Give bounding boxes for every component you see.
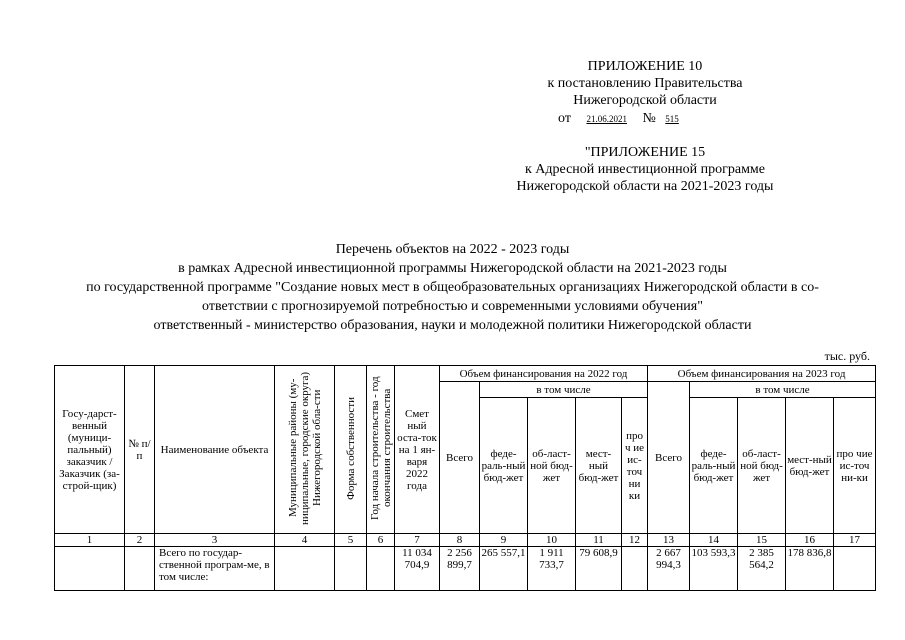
local-2022: 79 608,9 <box>576 547 622 591</box>
header-total-2022: Всего <box>440 382 480 534</box>
appendix-title: ПРИЛОЖЕНИЕ 10 <box>587 59 703 74</box>
col-number: 11 <box>576 534 622 547</box>
total-2023: 2 667 994,3 <box>648 547 690 591</box>
total-2022: 2 256 899,7 <box>440 547 480 591</box>
header-customer: Госу-дарст-венный (муници-пальный) заказчик / Заказчик (за-строй-щик) <box>55 366 125 534</box>
header-fin-2023: Объем финансирования на 2023 год <box>648 366 876 382</box>
column-number-row <box>55 534 876 547</box>
col-number: 3 <box>155 534 275 547</box>
col-number: 12 <box>622 534 648 547</box>
header-local-2023: мест-ный бюд-жет <box>786 398 834 534</box>
total-municipal <box>275 547 335 591</box>
col-number: 17 <box>834 534 876 547</box>
header-no: № п/п <box>125 366 155 534</box>
col-number: 2 <box>125 534 155 547</box>
col-number: 15 <box>738 534 786 547</box>
total-customer <box>55 547 125 591</box>
local-2023: 178 836,8 <box>786 547 834 591</box>
header-total-2023: Всего <box>648 382 690 534</box>
header-federal-2023: феде-раль-ный бюд-жет <box>690 398 738 534</box>
header-incl-2023: в том числе <box>690 382 876 398</box>
total-name: Всего по государ-ственной програм-ме, в том числе: <box>155 547 275 591</box>
header-regional-2023: об-ласт-ной бюд-жет <box>738 398 786 534</box>
from-label: от <box>558 111 571 126</box>
col-number: 9 <box>480 534 528 547</box>
col-number: 4 <box>275 534 335 547</box>
col-number: 7 <box>395 534 440 547</box>
header-ownership: Форма собственности <box>335 366 367 534</box>
col-number: 13 <box>648 534 690 547</box>
total-ownership <box>335 547 367 591</box>
col-number: 10 <box>528 534 576 547</box>
header-balance: Смет ный оста-ток на 1 ян-варя 2022 года <box>395 366 440 534</box>
header-years: Год начала строительства - год окончания строительства <box>367 366 395 534</box>
annex-line3: Нижегородской области на 2021-2023 годы <box>516 179 774 194</box>
header-federal-2022: феде-раль-ный бюд-жет <box>480 398 528 534</box>
appendix-line3: Нижегородской области <box>573 93 717 108</box>
header-regional-2022: об-ласт-ной бюд-жет <box>528 398 576 534</box>
col-number: 14 <box>690 534 738 547</box>
col-number: 6 <box>367 534 395 547</box>
header-other-2023: про чие ис-точ ни-ки <box>834 398 876 534</box>
total-years <box>367 547 395 591</box>
col-number: 5 <box>335 534 367 547</box>
heading-line3: по государственной программе "Создание новых мест в общеобразовательных организациях Нижегородской области в со- <box>86 280 819 295</box>
units-label: тыс. руб. <box>824 349 870 363</box>
regional-2023: 2 385 564,2 <box>738 547 786 591</box>
other-2022 <box>622 547 648 591</box>
objects-table <box>54 365 876 591</box>
col-number: 16 <box>786 534 834 547</box>
header-name: Наименование объекта <box>155 366 275 534</box>
other-2023 <box>834 547 876 591</box>
number-label: № <box>642 111 656 126</box>
annex-title: "ПРИЛОЖЕНИЕ 15 <box>584 145 706 160</box>
header-local-2022: мест-ный бюд-жет <box>576 398 622 534</box>
appendix-date: 21.06.2021 <box>586 114 627 124</box>
col-number: 8 <box>440 534 480 547</box>
heading-line5: ответственный - министерство образования, науки и молодежной политики Нижегородской области <box>153 318 752 333</box>
heading-line2: в рамках Адресной инвестиционной программы Нижегородской области на 2021-2023 годы <box>178 261 727 276</box>
total-row <box>55 547 876 591</box>
header-municipal: Муниципальные районы (му-ниципальные, городские округа) Нижегородской обла-сти <box>275 366 335 534</box>
header-other-2022: про ч ие ис-точ ни ки <box>622 398 648 534</box>
federal-2022: 265 557,1 <box>480 547 528 591</box>
heading-line1: Перечень объектов на 2022 - 2023 годы <box>335 242 570 257</box>
total-balance: 11 034 704,9 <box>395 547 440 591</box>
regional-2022: 1 911 733,7 <box>528 547 576 591</box>
total-no <box>125 547 155 591</box>
header-fin-2022: Объем финансирования на 2022 год <box>440 366 648 382</box>
appendix-number: 515 <box>665 114 679 124</box>
col-number: 1 <box>55 534 125 547</box>
appendix-date-line <box>558 110 703 128</box>
heading-line4: ответствии с прогнозируемой потребностью и современными условиями обучения" <box>202 299 703 314</box>
federal-2023: 103 593,3 <box>690 547 738 591</box>
header-incl-2022: в том числе <box>480 382 648 398</box>
appendix-line2: к постановлению Правительства <box>547 76 743 91</box>
annex-line2: к Адресной инвестиционной программе <box>524 162 766 177</box>
